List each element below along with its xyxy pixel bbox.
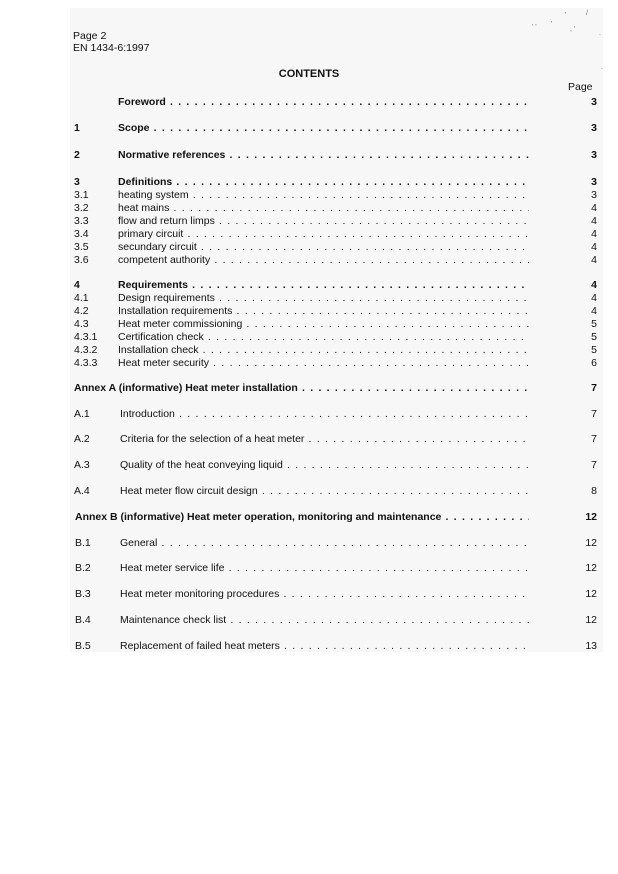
toc-entry-page: 3 [591,96,597,108]
toc-entry[interactable] [0,640,618,652]
toc-entry-title: Installation requirements . . . [118,305,529,317]
toc-entry[interactable] [0,382,618,394]
toc-entry-page: 3 [591,149,597,161]
toc-entry[interactable] [0,459,618,471]
toc-entry-title: Heat meter commissioning . . . [118,318,529,330]
toc-entry-title: Requirements . . . [118,279,529,291]
toc-entry-title: Introduction . . . [120,408,529,420]
toc-entry-page: 5 [591,344,597,356]
toc-entry[interactable] [0,357,618,369]
toc-entry-title: flow and return limps . . . [118,215,529,227]
toc-entry[interactable] [0,254,618,266]
toc-entry[interactable] [0,96,618,108]
toc-entry-page: 12 [585,511,597,523]
toc-entry-title: Heat meter flow circuit design . . . [120,485,529,497]
toc-entry[interactable] [0,433,618,445]
toc-entry-page: 8 [591,485,597,497]
toc-entry-title: Replacement of failed heat meters . . . [120,640,529,652]
toc-entry-number: A.2 [74,433,90,445]
toc-entry-title: Maintenance check list . . . [120,614,529,626]
toc-entry-page: 4 [591,305,597,317]
toc-entry-number: B.3 [75,588,91,600]
page-number-label: Page 2 [73,30,107,42]
toc-entry[interactable] [0,149,618,161]
toc-entry-title: competent authority . . . [118,254,529,266]
toc-entry-page: 13 [585,640,597,652]
toc-entry-number: 4.3.2 [74,344,98,356]
toc-entry-page: 3 [591,176,597,188]
toc-entry-title: Definitions . . . [118,176,529,188]
toc-entry-number: B.4 [75,614,91,626]
toc-entry-title: Normative references . . . [118,149,529,161]
toc-entry-title: heat mains . . . [118,202,529,214]
toc-entry-number: 4.2 [74,305,89,317]
toc-entry-page: 12 [585,562,597,574]
toc-entry[interactable] [0,228,618,240]
toc-entry-title: Heat meter security . . . [118,357,529,369]
toc-entry[interactable] [0,408,618,420]
toc-entry[interactable] [0,292,618,304]
toc-entry[interactable] [0,511,618,523]
toc-entry-title: Quality of the heat conveying liquid . . . [120,459,529,471]
toc-entry[interactable] [0,344,618,356]
toc-entry-number: 4 [74,279,80,291]
toc-entry[interactable] [0,279,618,291]
toc-entry-number: 3.4 [74,228,89,240]
toc-entry-page: 5 [591,331,597,343]
toc-entry-title: Installation check . . . [118,344,529,356]
toc-entry-page: 7 [591,382,597,394]
toc-entry-page: 3 [591,122,597,134]
toc-entry[interactable] [0,614,618,626]
toc-entry-title: Annex B (informative) Heat meter operation, monitoring and maintenance . . . [75,511,529,523]
toc-entry-page: 12 [585,614,597,626]
toc-entry-page: 7 [591,408,597,420]
toc-entry-page: 3 [591,189,597,201]
toc-entry[interactable] [0,485,618,497]
toc-entry-number: A.4 [74,485,90,497]
toc-entry-page: 4 [591,241,597,253]
toc-entry[interactable] [0,215,618,227]
toc-entry-page: 4 [591,254,597,266]
toc-entry-page: 7 [591,433,597,445]
toc-entry-number: A.1 [74,408,90,420]
toc-entry-page: 4 [591,215,597,227]
toc-entry-number: 3.2 [74,202,89,214]
toc-entry-title: primary circuit . . . [118,228,529,240]
toc-entry[interactable] [0,122,618,134]
toc-entry-page: 4 [591,279,597,291]
toc-entry-title: General . . . [120,537,529,549]
toc-entry[interactable] [0,318,618,330]
toc-entry-title: Heat meter monitoring procedures . . . [120,588,529,600]
toc-entry-number: B.2 [75,562,91,574]
toc-entry[interactable] [0,305,618,317]
toc-entry-title: Foreword . . . [118,96,529,108]
toc-entry-number: 3.6 [74,254,89,266]
toc-entry-title: heating system . . . [118,189,529,201]
toc-entry-number: A.3 [74,459,90,471]
toc-entry-title: Certification check . . . [118,331,529,343]
toc-entry-number: 4.3.1 [74,331,98,343]
toc-entry[interactable] [0,562,618,574]
toc-entry-number: 4.3 [74,318,89,330]
toc-entry-number: 4.1 [74,292,89,304]
toc-entry-title: Criteria for the selection of a heat meter . . . [120,433,529,445]
toc-entry-number: B.5 [75,640,91,652]
toc-entry-page: 12 [585,588,597,600]
toc-entry[interactable] [0,537,618,549]
toc-entry[interactable] [0,189,618,201]
toc-entry-number: 1 [74,122,80,134]
toc-entry[interactable] [0,176,618,188]
toc-entry-page: 4 [591,202,597,214]
toc-entry[interactable] [0,331,618,343]
toc-entry-title: Heat meter service life . . . [120,562,529,574]
toc-entry-number: 2 [74,149,80,161]
toc-entry-page: 4 [591,292,597,304]
toc-entry-title: Scope . . . [118,122,529,134]
toc-entry-number: 3.3 [74,215,89,227]
toc-entry-number: 3.5 [74,241,89,253]
toc-entry-number: B.1 [75,537,91,549]
toc-entry-page: 7 [591,459,597,471]
page-column-label: Page [568,81,593,93]
toc-entry-page: 4 [591,228,597,240]
toc-entry-title: Annex A (informative) Heat meter installation . . . [74,382,529,394]
toc-entry[interactable] [0,241,618,253]
toc-entry-title: Design requirements . . . [118,292,529,304]
toc-entry-number: 4.3.3 [74,357,98,369]
toc-entry[interactable] [0,202,618,214]
toc-entry-number: 3.1 [74,189,89,201]
toc-entry-page: 6 [591,357,597,369]
document-id: EN 1434-6:1997 [73,42,150,54]
scan-noise: ' ' ' ' , ' / . . [532,10,603,71]
toc-entry-page: 5 [591,318,597,330]
toc-entry-page: 12 [585,537,597,549]
toc-entry[interactable] [0,588,618,600]
toc-entry-title: secundary circuit . . . [118,241,529,253]
toc-title: CONTENTS [278,68,340,80]
toc-entry-number: 3 [74,176,80,188]
